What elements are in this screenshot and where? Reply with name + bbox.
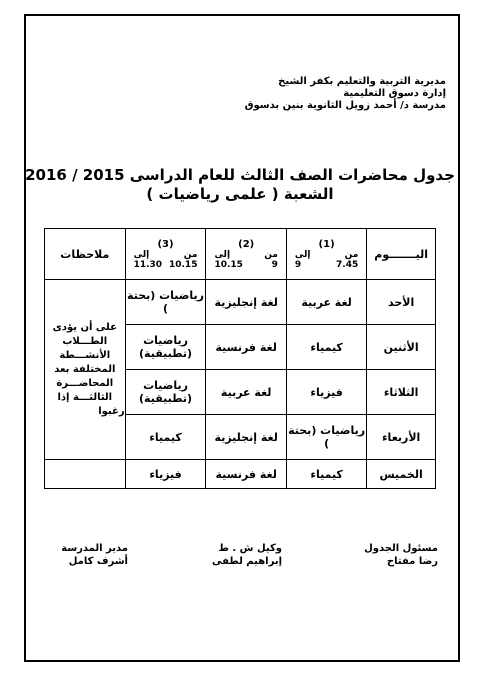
period-1-from-label: من <box>344 249 359 260</box>
signature-name: أشرف كامل <box>68 556 128 567</box>
period-2-header <box>206 229 286 280</box>
lesson-cell: كيمياء <box>125 415 206 460</box>
period-2-number: (2) <box>238 238 255 250</box>
period-3-from: 10.15 <box>168 259 198 270</box>
period-1-from: 7.45 <box>336 259 359 270</box>
period-3-to: 11.30 <box>133 259 163 270</box>
lesson-cell: كيمياء <box>286 325 366 370</box>
period-3-header <box>125 229 206 280</box>
period-2-to: 10.15 <box>214 259 243 270</box>
table-header-row <box>45 229 436 280</box>
lesson-cell: لغة عربية <box>286 280 366 325</box>
table-row <box>45 280 436 325</box>
lesson-cell: رياضيات (بحتة ) <box>286 415 366 460</box>
lesson-cell: لغة إنجليزية <box>206 415 286 460</box>
schedule-table <box>44 228 436 489</box>
school-line: مدرسة د/ أحمد زويل الثانوية بنين بدسوق <box>244 100 446 111</box>
lesson-cell: كيمياء <box>286 460 366 489</box>
lesson-cell: لغة فرنسية <box>206 460 286 489</box>
notes-cell: على أن يؤدى الطـــلاب الأنشـــطة المختلفة بعد المحاضـــرة الثالثـــة إذا رغبوا <box>45 280 126 460</box>
day-cell: الخميس <box>367 460 436 489</box>
period-2-from: 9 <box>271 259 278 270</box>
day-cell: الأثنين <box>367 325 436 370</box>
signature-title: وكيل ش . ط <box>218 543 282 554</box>
day-column-header: اليـــــــوم <box>367 229 436 280</box>
signature-title: مسئول الجدول <box>364 543 438 554</box>
period-3-number: (3) <box>157 238 174 250</box>
lesson-cell: رياضيات (تطبيقية) <box>125 370 206 415</box>
notes-column-header: ملاحظات <box>45 229 126 280</box>
period-1-to-label: إلى <box>294 249 311 260</box>
directorate-line: مديرية التربية والتعليم بكفر الشيخ <box>278 76 446 87</box>
period-1-to: 9 <box>294 259 302 270</box>
school-header <box>245 76 446 112</box>
title-line-1: جدول محاضرات الصف الثالث للعام الدراسى 2015 / 2016 <box>25 166 455 184</box>
signature-title: مدير المدرسة <box>61 543 128 554</box>
table-row <box>45 460 436 489</box>
day-cell: الأحد <box>367 280 436 325</box>
day-cell: الثلاثاء <box>367 370 436 415</box>
lesson-cell: لغة فرنسية <box>206 325 286 370</box>
lesson-cell: لغة عربية <box>206 370 286 415</box>
signature-deputy <box>212 542 282 568</box>
title-line-2: الشعبة ( علمى رياضيات ) <box>146 185 334 203</box>
notes-empty-cell <box>45 460 126 489</box>
period-2-to-label: إلى <box>214 249 231 260</box>
signature-name: رضا مفتاح <box>386 556 438 567</box>
signature-principal <box>61 542 128 568</box>
period-3-to-label: إلى <box>133 249 150 260</box>
document-title <box>0 166 480 204</box>
period-3-from-label: من <box>183 249 198 260</box>
period-1-number: (1) <box>318 238 335 250</box>
period-2-from-label: من <box>264 249 278 260</box>
signature-name: إبراهيم لطفى <box>212 556 282 567</box>
lesson-cell: لغة إنجليزية <box>206 280 286 325</box>
signature-schedule-officer <box>364 542 438 568</box>
lesson-cell: فيزياء <box>286 370 366 415</box>
day-cell: الأربعاء <box>367 415 436 460</box>
period-1-header <box>286 229 366 280</box>
administration-line: إدارة دسوق التعليمية <box>343 88 446 99</box>
lesson-cell: رياضيات (تطبيقية) <box>125 325 206 370</box>
lesson-cell: فيزياء <box>125 460 206 489</box>
lesson-cell: رياضيات (بحتة ) <box>125 280 206 325</box>
